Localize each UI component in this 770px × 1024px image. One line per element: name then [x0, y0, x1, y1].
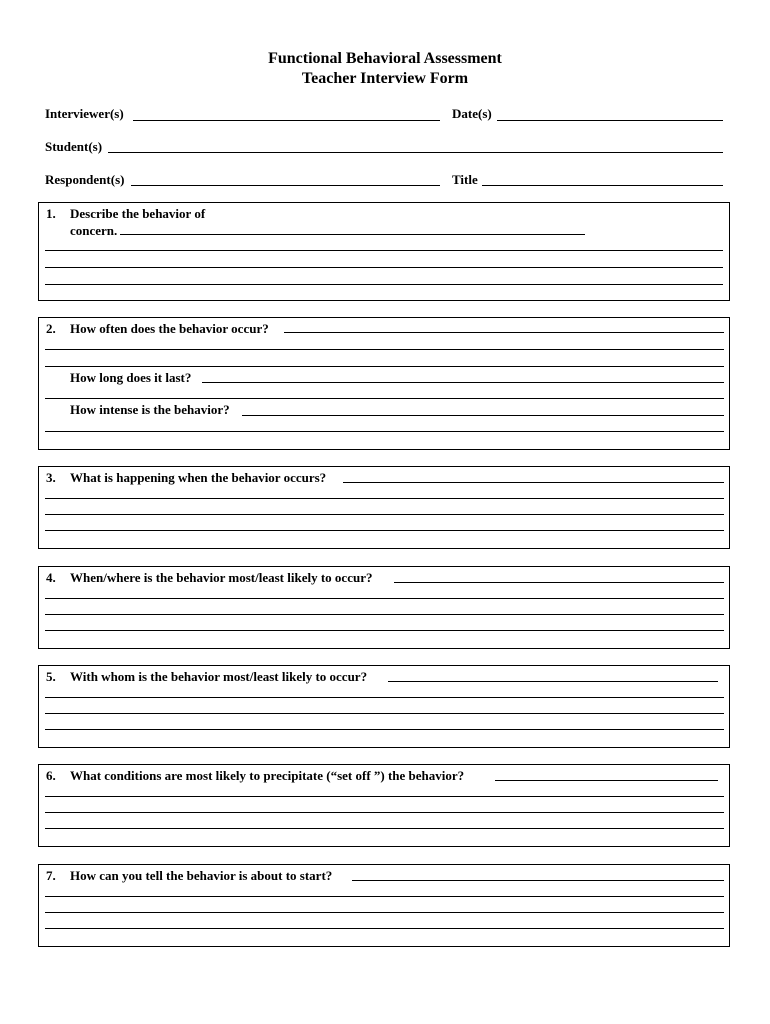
question-number: 4. — [46, 570, 56, 585]
answer-line[interactable] — [45, 713, 724, 714]
question-text-continued: concern. — [70, 223, 118, 238]
sub-question-duration: How long does it last? — [70, 370, 192, 385]
question-text: How often does the behavior occur? — [70, 321, 269, 336]
question-box-6 — [38, 764, 730, 847]
answer-line[interactable] — [45, 630, 724, 631]
answer-line[interactable] — [45, 530, 724, 531]
dates-label: Date(s) — [452, 106, 492, 121]
answer-line[interactable] — [45, 498, 724, 499]
answer-line[interactable] — [45, 431, 724, 432]
answer-line[interactable] — [45, 812, 724, 813]
answer-line[interactable] — [45, 828, 724, 829]
interviewers-field[interactable] — [133, 120, 440, 121]
question-text: What is happening when the behavior occurs? — [70, 470, 327, 485]
answer-line[interactable] — [202, 382, 724, 383]
answer-line[interactable] — [343, 482, 724, 483]
question-text: Describe the behavior of — [70, 206, 206, 221]
answer-line[interactable] — [394, 582, 724, 583]
answer-line[interactable] — [45, 697, 724, 698]
answer-line[interactable] — [45, 349, 724, 350]
title-label: Title — [452, 172, 478, 187]
question-number: 3. — [46, 470, 56, 485]
answer-line[interactable] — [495, 780, 718, 781]
sub-question-intensity: How intense is the behavior? — [70, 402, 230, 417]
respondents-label: Respondent(s) — [45, 172, 125, 187]
answer-line[interactable] — [242, 415, 724, 416]
answer-line[interactable] — [45, 598, 724, 599]
answer-line[interactable] — [352, 880, 724, 881]
form-title: Functional Behavioral Assessment — [268, 50, 502, 67]
answer-line[interactable] — [388, 681, 718, 682]
question-number: 1. — [46, 206, 56, 221]
question-box-5 — [38, 665, 730, 748]
respondents-field[interactable] — [131, 185, 440, 186]
question-number: 6. — [46, 768, 56, 783]
question-number: 7. — [46, 868, 56, 883]
answer-line[interactable] — [45, 250, 723, 251]
answer-line[interactable] — [45, 796, 724, 797]
question-number: 2. — [46, 321, 56, 336]
answer-line[interactable] — [45, 896, 724, 897]
question-box-3 — [38, 466, 730, 549]
answer-line[interactable] — [45, 729, 724, 730]
question-box-4 — [38, 566, 730, 649]
answer-line[interactable] — [45, 398, 724, 399]
answer-line[interactable] — [120, 234, 585, 235]
title-field[interactable] — [482, 185, 723, 186]
answer-line[interactable] — [45, 366, 724, 367]
answer-line[interactable] — [45, 928, 724, 929]
answer-line[interactable] — [45, 912, 724, 913]
question-text: With whom is the behavior most/least likely to occur? — [70, 669, 368, 684]
answer-line[interactable] — [45, 284, 723, 285]
dates-field[interactable] — [497, 120, 723, 121]
question-box-7 — [38, 864, 730, 947]
question-box-2 — [38, 317, 730, 450]
students-label: Student(s) — [45, 139, 103, 154]
answer-line[interactable] — [45, 267, 723, 268]
form-subtitle: Teacher Interview Form — [301, 70, 469, 87]
students-field[interactable] — [108, 152, 723, 153]
answer-line[interactable] — [284, 332, 724, 333]
interviewers-label: Interviewer(s) — [45, 106, 124, 121]
question-text: What conditions are most likely to precipitate (“set off ”) the behavior? — [70, 768, 465, 783]
question-text: When/where is the behavior most/least likely to occur? — [70, 570, 373, 585]
question-number: 5. — [46, 669, 56, 684]
answer-line[interactable] — [45, 514, 724, 515]
question-box-1 — [38, 202, 730, 301]
question-text: How can you tell the behavior is about to start? — [70, 868, 333, 883]
answer-line[interactable] — [45, 614, 724, 615]
